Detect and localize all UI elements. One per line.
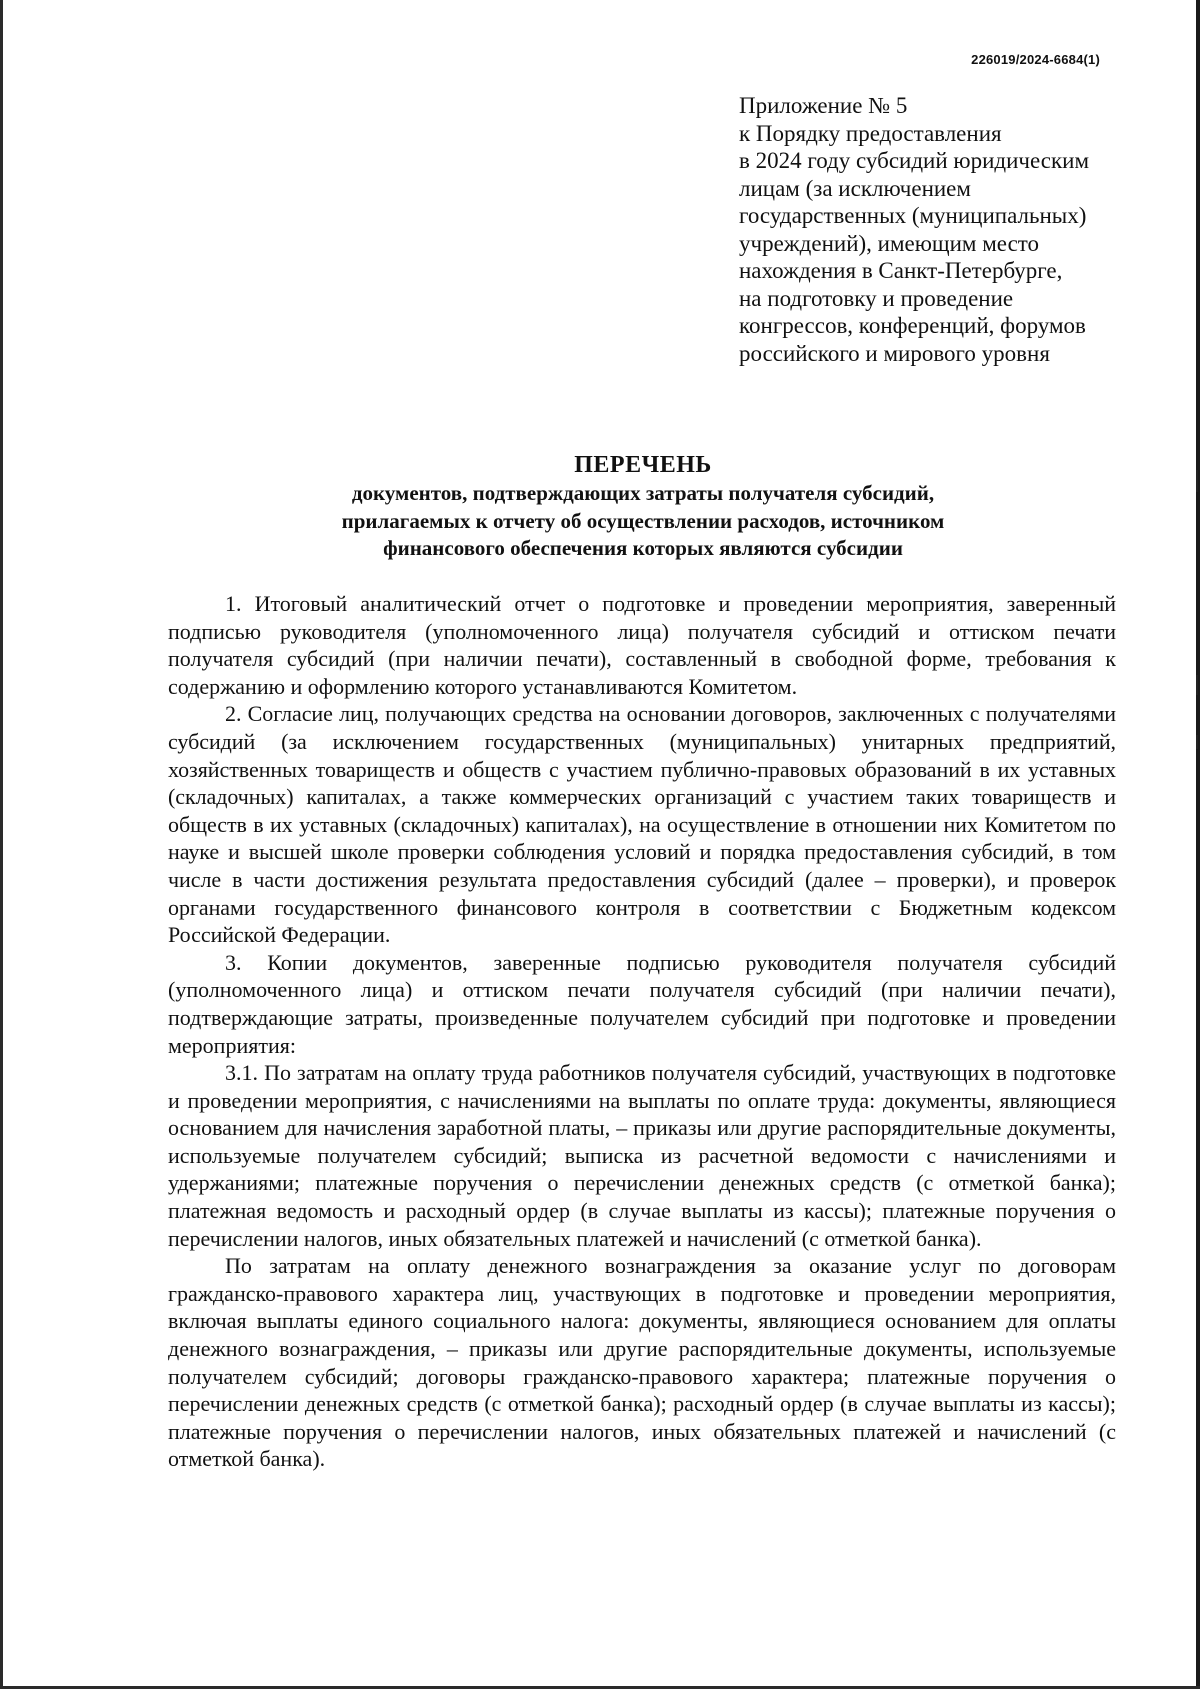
annex-line: российского и мирового уровня: [739, 340, 1050, 366]
paragraph-item-3: 3. Копии документов, заверенные подписью руководителя получателя субсидий (уполномоченного лица) и оттиском печати получателя субсидий (при наличии печати), подтверждающие затраты, произведенные получателем субсидий при подготовке и проведении мероприятия:: [168, 949, 1116, 1058]
paragraph-civil-contracts: По затратам на оплату денежного вознаграждения за оказание услуг по договорам гражданско-правового характера лиц, участвующих в подготовке и проведении мероприятия, включая выплаты единого социального налога: документы, являющиеся основанием для оплаты денежного вознаграждения, – приказы или другие распорядительные документы, используемые получателем субсидий; договоры гражданско-правового характера; платежные поручения о перечислении денежных средств (с отметкой банка); расходный ордер (в случае выплаты из кассы); платежные поручения о перечислении налогов, иных обязательных платежей и начислений (с отметкой банка).: [168, 1253, 1116, 1472]
paragraph-item-1: 1. Итоговый аналитический отчет о подготовке и проведении мероприятия, заверенный подписью руководителя (уполномоченного лица) получателя субсидий и оттиском печати получателя субсидий (при наличии печати), составленный в свободной форме, требования к содержанию и оформлению которого устанавливаются Комитетом.: [168, 591, 1116, 699]
registration-number: 226019/2024-6684(1): [971, 52, 1100, 67]
scan-mark: [1196, 735, 1198, 749]
scan-border-right: [1196, 0, 1200, 1689]
heading-subtitle-line: финансового обеспечения которых являются субсидии: [383, 536, 903, 560]
annex-line: на подготовку и проведение: [739, 285, 1014, 311]
heading-title: ПЕРЕЧЕНЬ: [574, 452, 712, 478]
document-heading: [168, 450, 1118, 563]
heading-subtitle-line: документов, подтверждающих затраты получателя субсидий,: [351, 481, 935, 505]
annex-line: в 2024 году субсидий юридическим: [739, 148, 1089, 173]
scan-border-left: [0, 0, 3, 1689]
annex-line: нахождения в Санкт-Петербурге,: [739, 258, 1063, 283]
heading-subtitle-line: прилагаемых к отчету об осуществлении расходов, источником: [341, 508, 945, 533]
paragraph-item-3-1: 3.1. По затратам на оплату труда работников получателя субсидий, участвующих в подготовке и проведении мероприятия, с начислениями на выплаты по оплате труда: документы, являющиеся основанием для начисления заработной платы, – приказы или другие распорядительные документы, используемые получателем субсидий; выписка из расчетной ведомости с начислениями и удержаниями; платежные поручения о перечислении денежных средств (с отметкой банка); платежная ведомость и расходный ордер (в случае выплаты из кассы); платежные поручения о перечислении налогов, иных обязательных платежей и начислений (с отметкой банка).: [168, 1060, 1116, 1251]
document-body: [168, 590, 1116, 1473]
annex-line: лицам (за исключением: [739, 175, 971, 201]
annex-block: [739, 92, 1139, 367]
scan-mark: [1196, 675, 1198, 695]
annex-line: конгрессов, конференций, форумов: [739, 313, 1086, 338]
scan-mark: [1196, 470, 1198, 492]
annex-line: Приложение № 5: [739, 93, 908, 118]
paragraph-item-2: 2. Согласие лиц, получающих средства на основании договоров, заключенных с получателями субсидий (за исключением государственных (муниципальных) унитарных предприятий, хозяйственных товариществ и обществ с участием публично-правовых образований в их уставных (складочных) капиталах, а также коммерческих организаций с участием таких товариществ и обществ в их уставных (складочных) капиталах), на осуществление в отношении них Комитетом по науке и высшей школе проверки соблюдения условий и порядка предоставления субсидий, в том числе в части достижения результата предоставления субсидий (далее – проверки), и проверок органами государственного финансового контроля в соответствии с Бюджетным кодексом Российской Федерации.: [168, 701, 1116, 948]
annex-line: государственных (муниципальных): [739, 203, 1087, 228]
annex-line: к Порядку предоставления: [739, 120, 1002, 146]
annex-line: учреждений), имеющим место: [739, 230, 1040, 256]
